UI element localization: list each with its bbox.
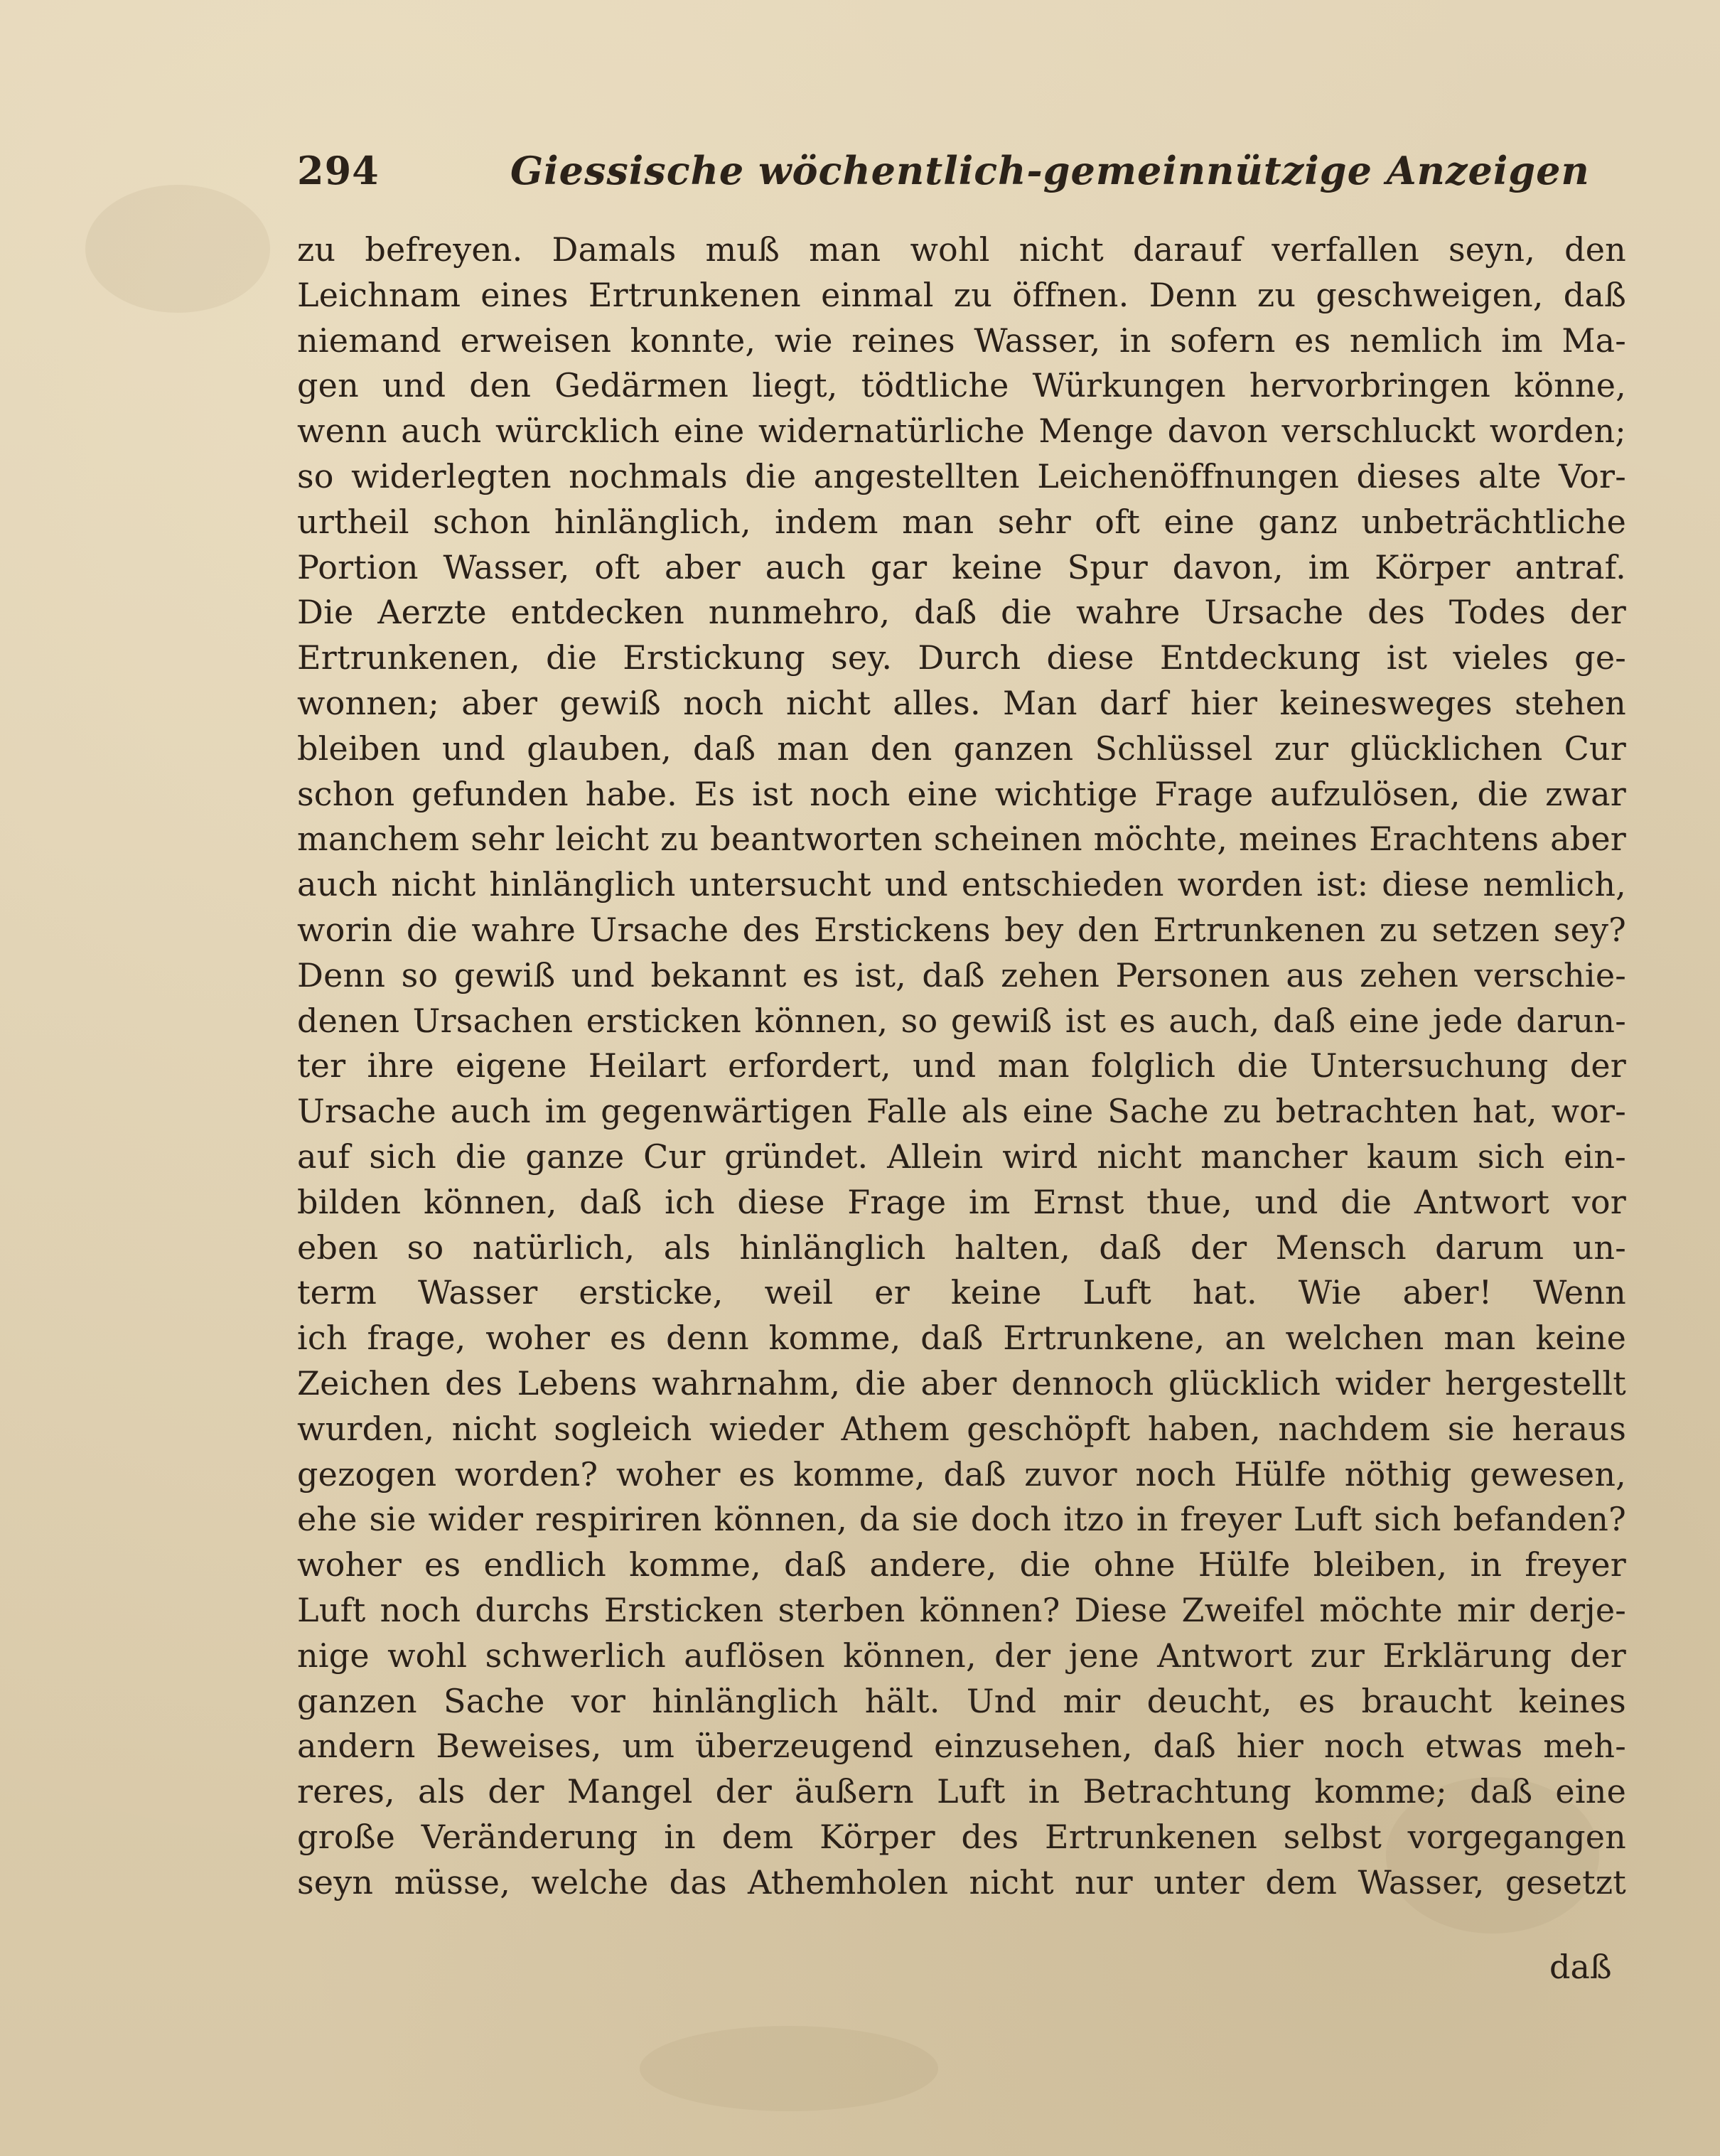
text-line: wenn auch würcklich eine widernatürliche Menge davon verschluckt worden; <box>297 412 1626 451</box>
text-line: auch nicht hinlänglich untersucht und entschieden worden ist: diese nemlich, <box>297 865 1626 904</box>
text-line: ganzen Sache vor hinlänglich hält. Und mir deucht, es braucht keines <box>297 1681 1626 1720</box>
text-line: eben so natürlich, als hinlänglich halten, daß der Mensch darum un- <box>297 1228 1626 1267</box>
body-text <box>297 227 1626 1905</box>
text-line: zu befreyen. Damals muß man wohl nicht darauf verfallen seyn, den <box>297 230 1626 269</box>
text-line: Denn so gewiß und bekannt es ist, daß zehen Personen aus zehen verschie- <box>297 955 1626 994</box>
text-line: andern Beweises, um überzeugend einzusehen, daß hier noch etwas meh- <box>297 1727 1626 1766</box>
text-line: Portion Wasser, oft aber auch gar keine Spur davon, im Körper antraf. <box>297 547 1626 586</box>
text-line: ehe sie wider respiriren können, da sie doch itzo in freyer Luft sich befanden? <box>297 1500 1626 1539</box>
text-line: seyn müsse, welche das Athemholen nicht nur unter dem Wasser, gesetzt <box>297 1862 1626 1902</box>
text-line: denen Ursachen ersticken können, so gewiß ist es auch, daß eine jede darun- <box>297 1001 1626 1040</box>
running-title: Giessische wöchentlich-gemeinnützige Anzeigen <box>510 148 1590 193</box>
text-line: term Wasser ersticke, weil er keine Luft hat. Wie aber! Wenn <box>297 1273 1626 1312</box>
text-line: ich frage, woher es denn komme, daß Ertrunkene, an welchen man keine <box>297 1319 1626 1358</box>
text-line: gen und den Gedärmen liegt, tödtliche Würkungen hervorbringen könne, <box>297 366 1626 405</box>
paper-stain <box>85 185 270 313</box>
text-line: wonnen; aber gewiß noch nicht alles. Man darf hier keinesweges stehen <box>297 683 1626 722</box>
text-line: manchem sehr leicht zu beantworten scheinen möchte, meines Erachtens aber <box>297 820 1626 859</box>
text-line: woher es endlich komme, daß andere, die ohne Hülfe bleiben, in freyer <box>297 1545 1626 1584</box>
text-line: gezogen worden? woher es komme, daß zuvor noch Hülfe nöthig gewesen, <box>297 1454 1626 1493</box>
text-line: bleiben und glauben, daß man den ganzen Schlüssel zur glücklichen Cur <box>297 729 1626 768</box>
text-line: schon gefunden habe. Es ist noch eine wichtige Frage aufzulösen, die zwar <box>297 774 1626 813</box>
text-line: Zeichen des Lebens wahrnahm, die aber dennoch glücklich wider hergestellt <box>297 1363 1626 1403</box>
text-line: bilden können, daß ich diese Frage im Ernst thue, und die Antwort vor <box>297 1182 1626 1221</box>
text-line: ter ihre eigene Heilart erfordert, und man folglich die Untersuchung der <box>297 1046 1626 1085</box>
text-line: Leichnam eines Ertrunkenen einmal zu öffnen. Denn zu geschweigen, daß <box>297 275 1626 314</box>
text-line: niemand erweisen konnte, wie reines Wasser, in sofern es nemlich im Ma- <box>297 321 1626 360</box>
text-line: wurden, nicht sogleich wieder Athem geschöpft haben, nachdem sie heraus <box>297 1409 1626 1448</box>
text-line: urtheil schon hinlänglich, indem man sehr oft eine ganz unbeträchtliche <box>297 502 1626 541</box>
text-line: Ursache auch im gegenwärtigen Falle als eine Sache zu betrachten hat, wor- <box>297 1092 1626 1131</box>
text-line: auf sich die ganze Cur gründet. Allein wird nicht mancher kaum sich ein- <box>297 1137 1626 1176</box>
text-line: reres, als der Mangel der äußern Luft in Betrachtung komme; daß eine <box>297 1772 1626 1811</box>
text-line: Die Aerzte entdecken nunmehro, daß die wahre Ursache des Todes der <box>297 593 1626 632</box>
text-line: worin die wahre Ursache des Erstickens bey den Ertrunkenen zu setzen sey? <box>297 910 1626 949</box>
page-header <box>297 142 1590 206</box>
text-line: so widerlegten nochmals die angestellten Leichenöffnungen dieses alte Vor- <box>297 456 1626 495</box>
text-line: Luft noch durchs Ersticken sterben können? Diese Zweifel möchte mir derje- <box>297 1590 1626 1629</box>
page-number: 294 <box>297 148 380 193</box>
text-line: Ertrunkenen, die Erstickung sey. Durch diese Entdeckung ist vieles ge- <box>297 638 1626 677</box>
text-line: große Veränderung in dem Körper des Ertrunkenen selbst vorgegangen <box>297 1817 1626 1856</box>
text-line: nige wohl schwerlich auflösen können, der jene Antwort zur Erklärung der <box>297 1636 1626 1675</box>
catchword: daß <box>1549 1948 1612 1986</box>
paper-stain <box>640 2026 938 2111</box>
